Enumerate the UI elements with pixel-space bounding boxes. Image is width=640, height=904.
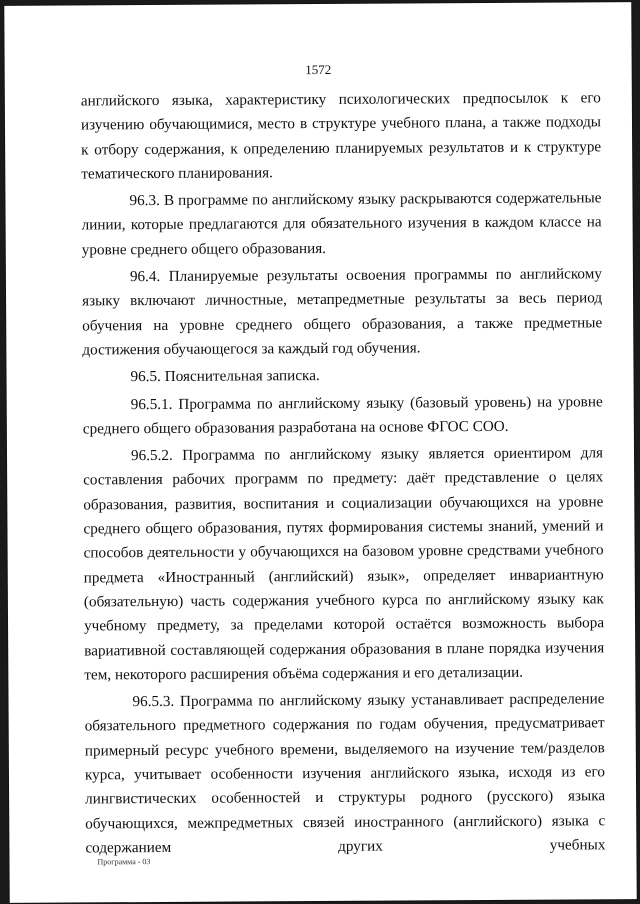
page-number: 1572 bbox=[305, 61, 332, 78]
paragraph-96-4: 96.4. Планируемые результаты освоения программы по английскому языку включают личностные, метапредметные результаты за весь период обучения на уровне среднего общего образования, а также предметные достижения обучающегося за каждый год обучения. bbox=[82, 265, 603, 359]
footer-label: Программа - 03 bbox=[97, 857, 151, 867]
paragraph-96-5-1: 96.5.1. Программа по английскому языку (базовый уровень) на уровне среднего общего образования разработана на основе ФГОС СОО. bbox=[82, 392, 603, 438]
paragraph-96-5: 96.5. Пояснительная записка. bbox=[130, 367, 320, 386]
document-page bbox=[4, 2, 636, 903]
paragraph-96-3: 96.3. В программе по английскому языку раскрываются содержательные линии, которые предлагаются для обязательного изучения в каждом классе на уровне среднего общего образования. bbox=[81, 189, 602, 259]
document-body bbox=[81, 86, 606, 860]
paragraph-96-5-2: 96.5.2. Программа по английскому языку является ориентиром для составления рабочих программ по предмету: даёт представление о целях образования, развития, воспитания и социализации обучающихся на уровне среднего общего образования, путях формирования системы знаний, умений и способов деятельности у обучающихся на базовом уровне средствами учебного предмета «Иностранный (английский) язык», определяет инвариантную (обязательную) часть содержания учебного курса по английскому языку как учебному предмету, за пределами которой остаётся возможность выбора вариативной составляющей содержания образования в плане порядка изучения тем, некоторого расширения объёма содержания и его детализации. bbox=[83, 444, 605, 684]
paragraph-continuation: английского языка, характеристику психологических предпосылок к его изучению обучающимися, место в структуре учебного плана, а также подходы к отбору содержания, к определению планируемых результатов и к структуре тематического планирования. bbox=[80, 89, 602, 183]
paragraph-96-5-3: 96.5.3. Программа по английскому языку устанавливает распределение обязательного предметного содержания по годам обучения, предусматривает примерный ресурс учебного времени, выделяемого на изучение тем/разделов курса, учитывает особенности изучения английского языка, исходя из его лингвистических особенностей и структуры родного (русского) языка обучающихся, межпредметных связей иностранного (английского) языка с содержанием других учебных bbox=[84, 690, 606, 857]
